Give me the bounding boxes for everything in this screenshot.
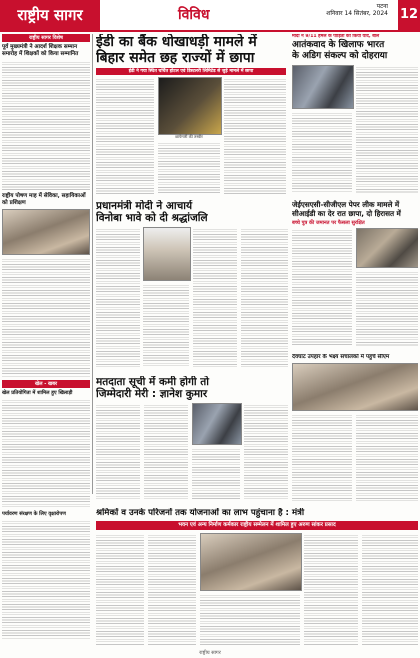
cid-photo — [356, 228, 418, 268]
cid-body-b — [356, 270, 418, 346]
right-mid-photo — [292, 363, 418, 411]
cid-headline-2: सीआईडी का देर रात छापा, दो हिरासत में — [292, 209, 401, 218]
lead-body-a — [96, 77, 154, 194]
right-mid-body-a — [292, 413, 352, 501]
voter-photo — [192, 403, 242, 445]
left-story2-body — [2, 257, 90, 377]
bottom-body-d — [304, 533, 358, 645]
left-story1-headline: पूर्व मुख्यमंत्री ने आदर्श शिक्षक सम्मान समारोह में शिक्षकों को किया सम्मानित — [2, 44, 79, 57]
left-story2-headline: राष्ट्रीय पोषण माह में सेविका, सहायिकाओं को प्रशिक्षण — [2, 193, 86, 206]
right-top-body-a — [292, 111, 352, 193]
vinoba-portrait — [143, 227, 191, 281]
bottom-body-a — [96, 533, 144, 645]
bottom-story — [96, 508, 418, 648]
bottom-photo — [200, 533, 302, 591]
bottom-body-e — [362, 533, 418, 645]
lead-photo-caption: छापेमारी की तस्वीर — [175, 134, 203, 139]
lead-subhead: ईडी ने गया स्थित चर्चित होटल एवं डिस्टलरी लिमिटेड से जुड़े मामले में छापा — [96, 68, 286, 75]
left-story1-body — [2, 60, 90, 190]
voter-headline-2: जिम्मेदारी मेरी : ज्ञानेश कुमार — [96, 388, 208, 400]
left-tag: राष्ट्रीय सागर विशेष — [2, 34, 90, 42]
bottom-headline: श्रमिकों व उनके परिजनों तक योजनाओं का लाभ पहुंचाना है : मंत्री — [96, 508, 305, 518]
left-story4-body — [2, 398, 90, 508]
right-mid-headline: देवघाट उपहार के भक्ष्य सचालकों में पहुंचे सीएम — [292, 354, 390, 360]
voter-body-d — [244, 403, 288, 501]
left-story4-headline: खेल प्रतियोगिता में शामिल हुए खिलाड़ी — [2, 390, 73, 396]
dateline: पटना शनिवार 14 सितंबर, 2024 — [326, 3, 388, 17]
voter-story — [96, 376, 288, 504]
cid-body-a — [292, 228, 352, 346]
modi-body-d — [241, 227, 288, 367]
right-top-photo — [292, 65, 354, 109]
lead-body-b — [158, 141, 220, 194]
news-tag: खेल - खबर — [2, 380, 90, 388]
modi-headline-2: विनोबा भावे को दी श्रद्धांजलि — [96, 212, 208, 224]
left-story5-headline: पर्यावरण संरक्षण के लिए वृक्षारोपण — [2, 511, 66, 517]
page-footer: राष्ट्रीय सागर — [199, 650, 221, 656]
masthead: राष्ट्रीय सागर — [0, 0, 100, 30]
column-divider — [92, 34, 93, 494]
cid-subhead: बच्चे पुत्र की जमानत पर फैसला सुरक्षित — [292, 220, 365, 226]
modi-body-a — [96, 227, 140, 367]
modi-headline-1: प्रधानमंत्री मोदी ने आचार्य — [96, 200, 193, 212]
bottom-subhead: भवन एवं अन्य निर्माण कर्मकार राष्ट्रीय सम्मेलन में शामिल हुए अरुण सांकर प्रसाद — [96, 521, 418, 530]
lead-headline-2: बिहार समेत छह राज्यों में छापा — [96, 50, 255, 66]
right-top-headline-1: आतंकवाद के खिलाफ भारत — [292, 40, 385, 50]
voter-body-c — [192, 447, 240, 501]
modi-body-c — [193, 227, 237, 367]
lead-story — [96, 34, 286, 194]
bottom-body-c — [200, 593, 300, 645]
cid-headline-1: जेईएसएसी-सीजीएल पेपर लीक मामले में — [292, 200, 400, 209]
bottom-body-b — [148, 533, 196, 645]
voter-body-b — [144, 403, 188, 501]
right-top-story — [292, 34, 418, 194]
cid-story — [292, 200, 418, 350]
section-title: विविध — [178, 7, 210, 23]
page-header — [0, 0, 420, 32]
voter-headline-1: मतदाता सूची में कमी होगी तो — [96, 376, 209, 388]
right-top-kicker: मोदी ने 9/11 हमले के पीड़ितों को किया याद, बोले — [292, 34, 380, 39]
right-top-headline-2: के अडिग संकल्प को दोहराया — [292, 51, 388, 61]
right-mid-story — [292, 354, 418, 504]
lead-photo — [158, 77, 222, 135]
left-story5-body — [2, 519, 90, 639]
page-number: 12 — [398, 0, 420, 30]
lead-body-c — [224, 77, 286, 194]
right-top-body-b — [356, 65, 418, 193]
left-photo-1 — [2, 209, 90, 255]
left-column — [2, 34, 90, 650]
modi-story — [96, 200, 288, 370]
right-mid-body-b — [356, 413, 418, 501]
lead-headline-1: ईडी का बैंक धोखाधड़ी मामले में — [96, 34, 257, 50]
modi-body-b — [143, 283, 189, 367]
voter-body-a — [96, 403, 140, 501]
